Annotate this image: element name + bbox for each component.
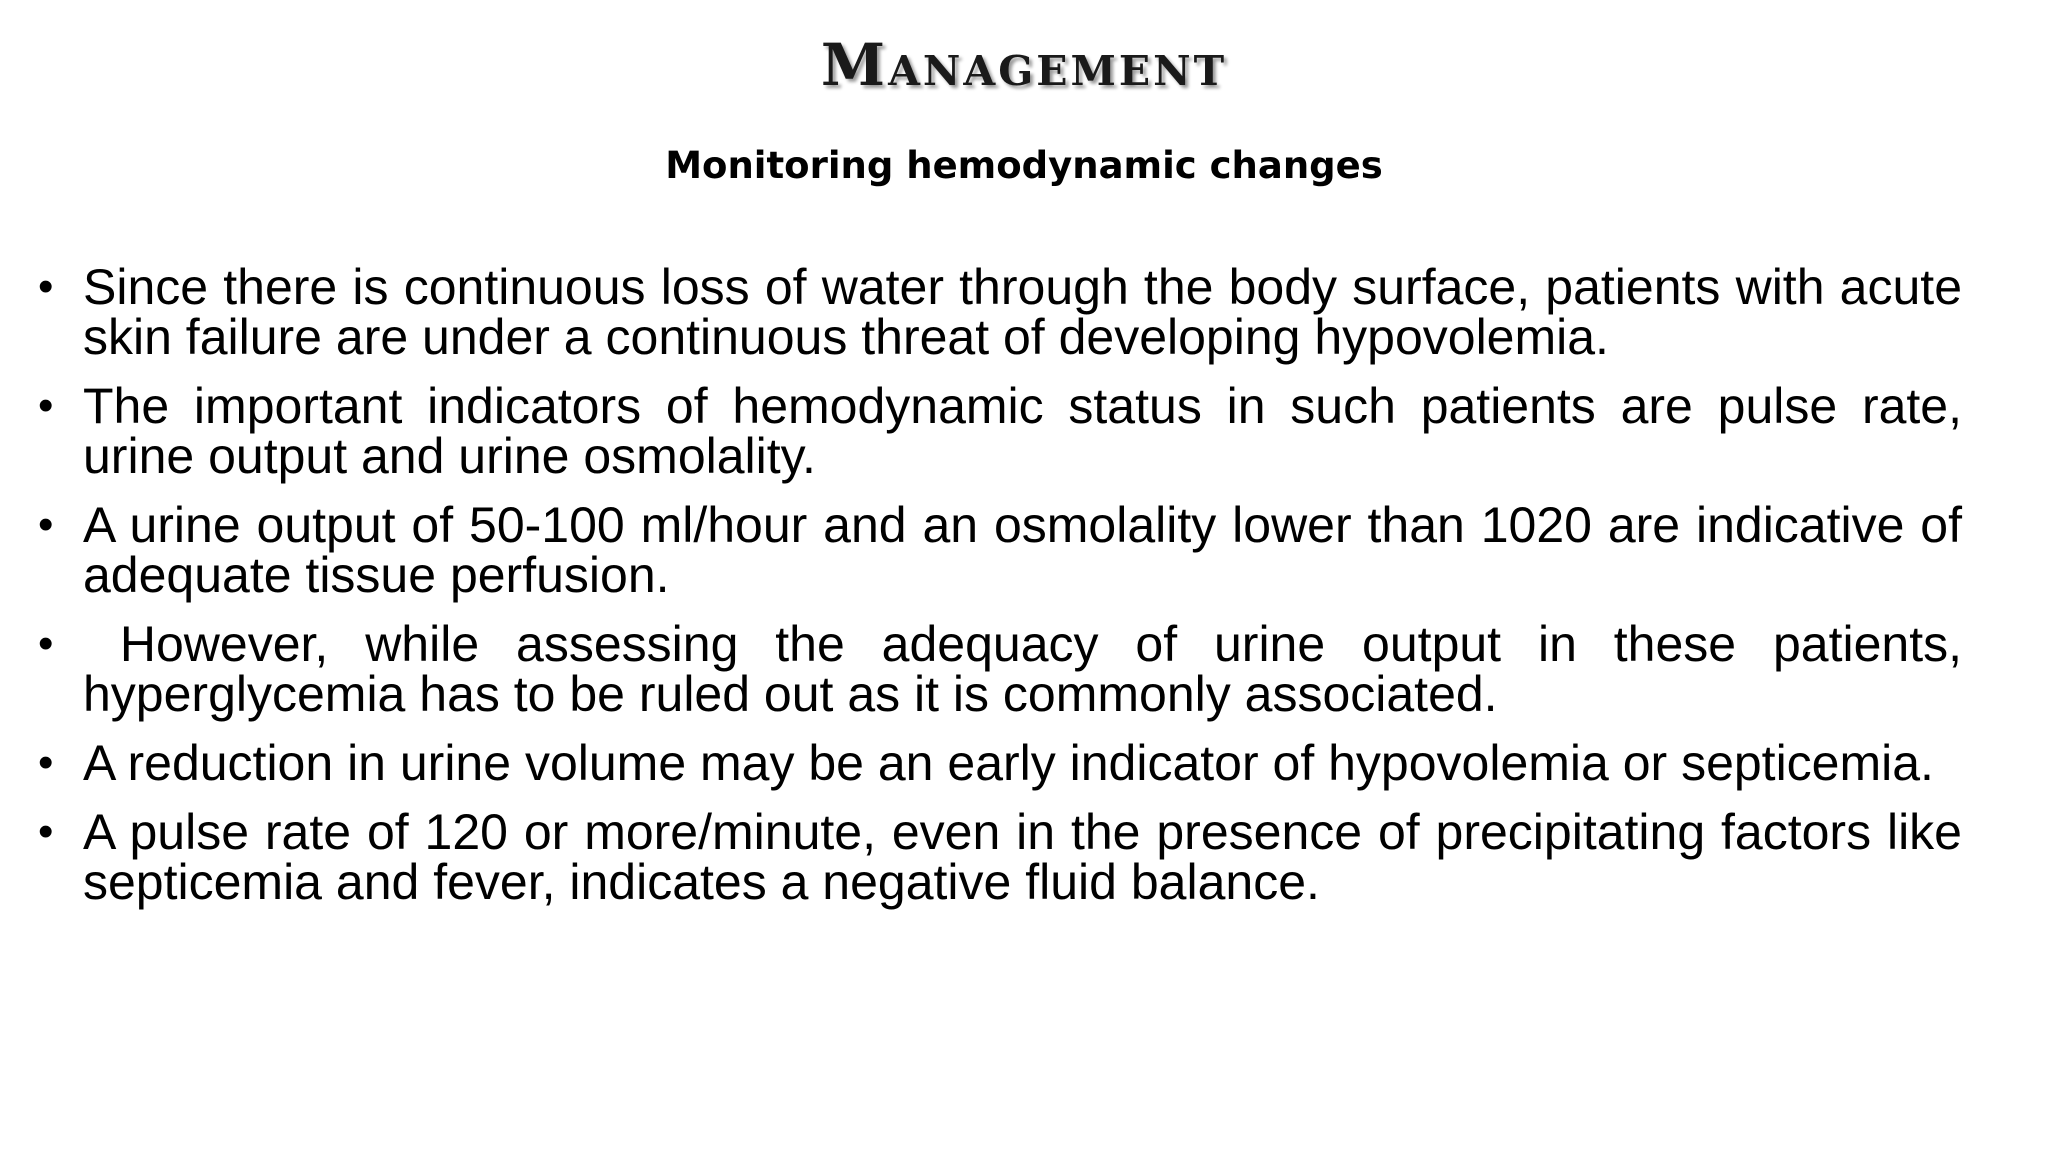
bullet-text: A pulse rate of 120 or more/minute, even in the presence of precipitating factors like septicemia and fever, indicates a negative fluid balance.: [83, 804, 1962, 910]
bullet-dot-icon: •: [38, 619, 54, 668]
bullet-item-pulse-rate: [38, 804, 1962, 910]
slide-subtitle: Monitoring hemodynamic changes: [665, 144, 1383, 187]
bullet-text: The important indicators of hemodynamic status in such patients are pulse rate, urine output and urine osmolality.: [83, 378, 1962, 484]
bullet-text: A reduction in urine volume may be an early indicator of hypovolemia or septicemia.: [83, 735, 1934, 791]
bullet-item-urine-output: [38, 497, 1962, 603]
bullet-list: [38, 259, 1976, 926]
bullet-item-water-loss: [38, 259, 1962, 365]
bullet-text: However, while assessing the adequacy of urine output in these patients, hyperglycemia has to be ruled out as it is commonly associated.: [83, 616, 1976, 722]
slide-title: Management: [820, 31, 1228, 99]
bullet-text: A urine output of 50-100 ml/hour and an osmolality lower than 1020 are indicative of adequate tissue perfusion.: [83, 497, 1962, 603]
bullet-text: Since there is continuous loss of water through the body surface, patients with acute skin failure are under a continuous threat of developing hypovolemia.: [83, 259, 1962, 365]
bullet-item-urine-volume: [38, 735, 1962, 791]
bullet-item-hyperglycemia: [38, 616, 1976, 722]
bullet-dot-icon: •: [38, 738, 54, 787]
bullet-dot-icon: •: [38, 500, 54, 549]
bullet-dot-icon: •: [38, 381, 54, 430]
bullet-item-indicators: [38, 378, 1962, 484]
bullet-dot-icon: •: [38, 807, 54, 856]
bullet-dot-icon: •: [38, 262, 54, 311]
